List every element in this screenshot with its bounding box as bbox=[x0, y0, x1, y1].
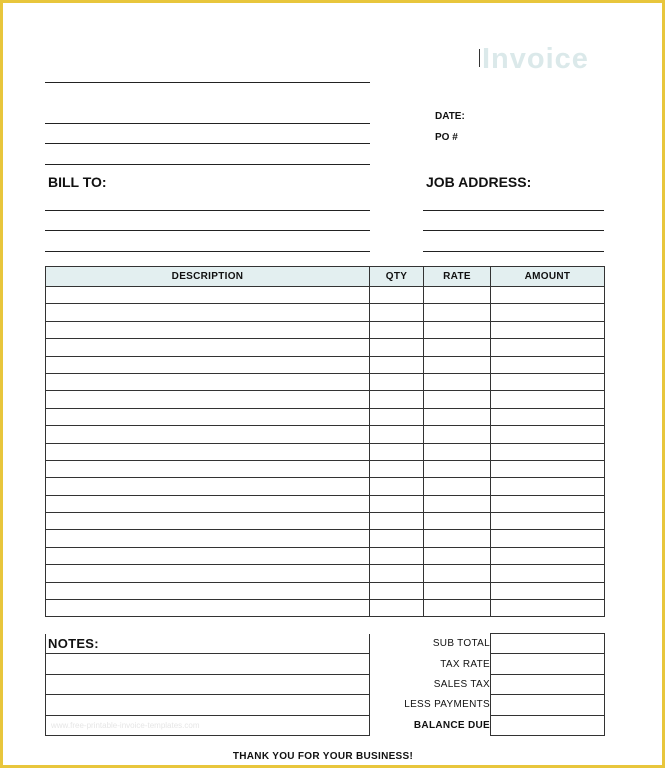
description-cell[interactable] bbox=[46, 356, 370, 373]
date-label: DATE: bbox=[435, 111, 465, 122]
description-cell[interactable] bbox=[46, 582, 370, 599]
description-cell[interactable] bbox=[46, 460, 370, 477]
description-cell[interactable] bbox=[46, 408, 370, 425]
description-cell[interactable] bbox=[46, 373, 370, 390]
qty-cell[interactable] bbox=[370, 339, 424, 356]
bill-to-line-2[interactable] bbox=[45, 230, 370, 231]
qty-cell[interactable] bbox=[370, 478, 424, 495]
job-address-label: JOB ADDRESS: bbox=[426, 174, 532, 190]
table-row bbox=[46, 321, 605, 338]
table-row bbox=[46, 530, 605, 547]
table-row bbox=[46, 339, 605, 356]
qty-cell[interactable] bbox=[370, 408, 424, 425]
rate-cell[interactable] bbox=[424, 443, 491, 460]
description-cell[interactable] bbox=[46, 478, 370, 495]
qty-cell[interactable] bbox=[370, 321, 424, 338]
table-row bbox=[46, 287, 605, 304]
company-line-2[interactable] bbox=[45, 123, 370, 124]
bill-to-line-3[interactable] bbox=[45, 251, 370, 252]
table-row bbox=[46, 391, 605, 408]
rate-cell[interactable] bbox=[424, 478, 491, 495]
table-row bbox=[46, 356, 605, 373]
amount-cell[interactable] bbox=[491, 426, 605, 443]
description-cell[interactable] bbox=[46, 391, 370, 408]
amount-cell[interactable] bbox=[491, 530, 605, 547]
watermark-text: www.free-printable-invoice-templates.com bbox=[51, 721, 200, 730]
table-row bbox=[46, 565, 605, 582]
table-row bbox=[46, 304, 605, 321]
description-cell[interactable] bbox=[46, 565, 370, 582]
notes-line-1[interactable] bbox=[46, 654, 370, 674]
table-header-row bbox=[46, 267, 605, 287]
notes-label: NOTES: bbox=[48, 635, 99, 651]
amount-cell[interactable] bbox=[491, 443, 605, 460]
qty-cell[interactable] bbox=[370, 513, 424, 530]
table-row bbox=[46, 443, 605, 460]
amount-cell[interactable] bbox=[491, 513, 605, 530]
column-header-description: DESCRIPTION bbox=[46, 267, 370, 287]
qty-cell[interactable] bbox=[370, 373, 424, 390]
sub-total-value[interactable] bbox=[491, 634, 605, 654]
rate-cell[interactable] bbox=[424, 460, 491, 477]
qty-cell[interactable] bbox=[370, 600, 424, 617]
rate-cell[interactable] bbox=[424, 582, 491, 599]
qty-cell[interactable] bbox=[370, 443, 424, 460]
balance-due-label: BALANCE DUE bbox=[413, 719, 490, 731]
text-cursor bbox=[479, 49, 480, 67]
column-header-amount: AMOUNT bbox=[491, 267, 605, 287]
bill-to-line-1[interactable] bbox=[45, 210, 370, 211]
qty-cell[interactable] bbox=[370, 547, 424, 564]
table-row bbox=[46, 513, 605, 530]
amount-cell[interactable] bbox=[491, 582, 605, 599]
rate-cell[interactable] bbox=[424, 513, 491, 530]
amount-cell[interactable] bbox=[491, 460, 605, 477]
rate-cell[interactable] bbox=[424, 600, 491, 617]
description-cell[interactable] bbox=[46, 547, 370, 564]
line-items-table bbox=[45, 266, 605, 617]
amount-cell[interactable] bbox=[491, 339, 605, 356]
job-address-line-2[interactable] bbox=[423, 230, 604, 231]
tax-rate-label: TAX RATE bbox=[440, 658, 490, 670]
table-row bbox=[46, 547, 605, 564]
notes-header-cell bbox=[46, 634, 370, 654]
thank-you-footer: THANK YOU FOR YOUR BUSINESS! bbox=[232, 751, 414, 762]
rate-cell[interactable] bbox=[424, 287, 491, 304]
description-cell[interactable] bbox=[46, 443, 370, 460]
qty-cell[interactable] bbox=[370, 304, 424, 321]
table-row bbox=[46, 600, 605, 617]
qty-cell[interactable] bbox=[370, 530, 424, 547]
bill-to-label: BILL TO: bbox=[48, 174, 107, 190]
description-cell[interactable] bbox=[46, 426, 370, 443]
amount-cell[interactable] bbox=[491, 600, 605, 617]
qty-cell[interactable] bbox=[370, 391, 424, 408]
po-label: PO # bbox=[435, 132, 458, 143]
sales-tax-value[interactable] bbox=[491, 674, 605, 694]
rate-cell[interactable] bbox=[424, 565, 491, 582]
less-payments-label: LESS PAYMENTS bbox=[404, 699, 490, 711]
amount-cell[interactable] bbox=[491, 495, 605, 512]
amount-cell[interactable] bbox=[491, 304, 605, 321]
job-address-line-1[interactable] bbox=[423, 210, 604, 211]
description-cell[interactable] bbox=[46, 513, 370, 530]
rate-cell[interactable] bbox=[424, 391, 491, 408]
rate-cell[interactable] bbox=[424, 304, 491, 321]
rate-cell[interactable] bbox=[424, 356, 491, 373]
rate-cell[interactable] bbox=[424, 495, 491, 512]
table-row bbox=[46, 495, 605, 512]
notes-line-2[interactable] bbox=[46, 674, 370, 694]
table-row bbox=[46, 478, 605, 495]
description-cell[interactable] bbox=[46, 287, 370, 304]
qty-cell[interactable] bbox=[370, 426, 424, 443]
rate-cell[interactable] bbox=[424, 408, 491, 425]
qty-cell[interactable] bbox=[370, 495, 424, 512]
sales-tax-label: SALES TAX bbox=[433, 678, 490, 690]
description-cell[interactable] bbox=[46, 321, 370, 338]
rate-cell[interactable] bbox=[424, 339, 491, 356]
description-cell[interactable] bbox=[46, 339, 370, 356]
qty-cell[interactable] bbox=[370, 460, 424, 477]
qty-cell[interactable] bbox=[370, 287, 424, 304]
less-payments-value[interactable] bbox=[491, 695, 605, 715]
company-line-1[interactable] bbox=[45, 82, 370, 83]
amount-cell[interactable] bbox=[491, 408, 605, 425]
invoice-title: Invoice bbox=[482, 43, 589, 75]
amount-cell[interactable] bbox=[491, 478, 605, 495]
table-row bbox=[46, 373, 605, 390]
table-row bbox=[46, 582, 605, 599]
amount-cell[interactable] bbox=[491, 373, 605, 390]
qty-cell[interactable] bbox=[370, 582, 424, 599]
table-row bbox=[46, 408, 605, 425]
company-line-3[interactable] bbox=[45, 143, 370, 144]
job-address-line-3[interactable] bbox=[423, 251, 604, 252]
rate-cell[interactable] bbox=[424, 547, 491, 564]
rate-cell[interactable] bbox=[424, 426, 491, 443]
description-cell[interactable] bbox=[46, 495, 370, 512]
amount-cell[interactable] bbox=[491, 356, 605, 373]
column-header-rate: RATE bbox=[424, 267, 491, 287]
company-line-4[interactable] bbox=[45, 164, 370, 165]
description-cell[interactable] bbox=[46, 530, 370, 547]
description-cell[interactable] bbox=[46, 600, 370, 617]
rate-cell[interactable] bbox=[424, 530, 491, 547]
balance-due-value[interactable] bbox=[491, 715, 605, 735]
rate-cell[interactable] bbox=[424, 321, 491, 338]
amount-cell[interactable] bbox=[491, 321, 605, 338]
amount-cell[interactable] bbox=[491, 287, 605, 304]
tax-rate-value[interactable] bbox=[491, 654, 605, 674]
amount-cell[interactable] bbox=[491, 547, 605, 564]
table-row bbox=[46, 426, 605, 443]
sub-total-label: SUB TOTAL bbox=[432, 638, 490, 650]
qty-cell[interactable] bbox=[370, 565, 424, 582]
amount-cell[interactable] bbox=[491, 391, 605, 408]
column-header-qty: QTY bbox=[370, 267, 424, 287]
amount-cell[interactable] bbox=[491, 565, 605, 582]
description-cell[interactable] bbox=[46, 304, 370, 321]
table-row bbox=[46, 460, 605, 477]
notes-line-3[interactable] bbox=[46, 695, 370, 715]
rate-cell[interactable] bbox=[424, 373, 491, 390]
qty-cell[interactable] bbox=[370, 356, 424, 373]
